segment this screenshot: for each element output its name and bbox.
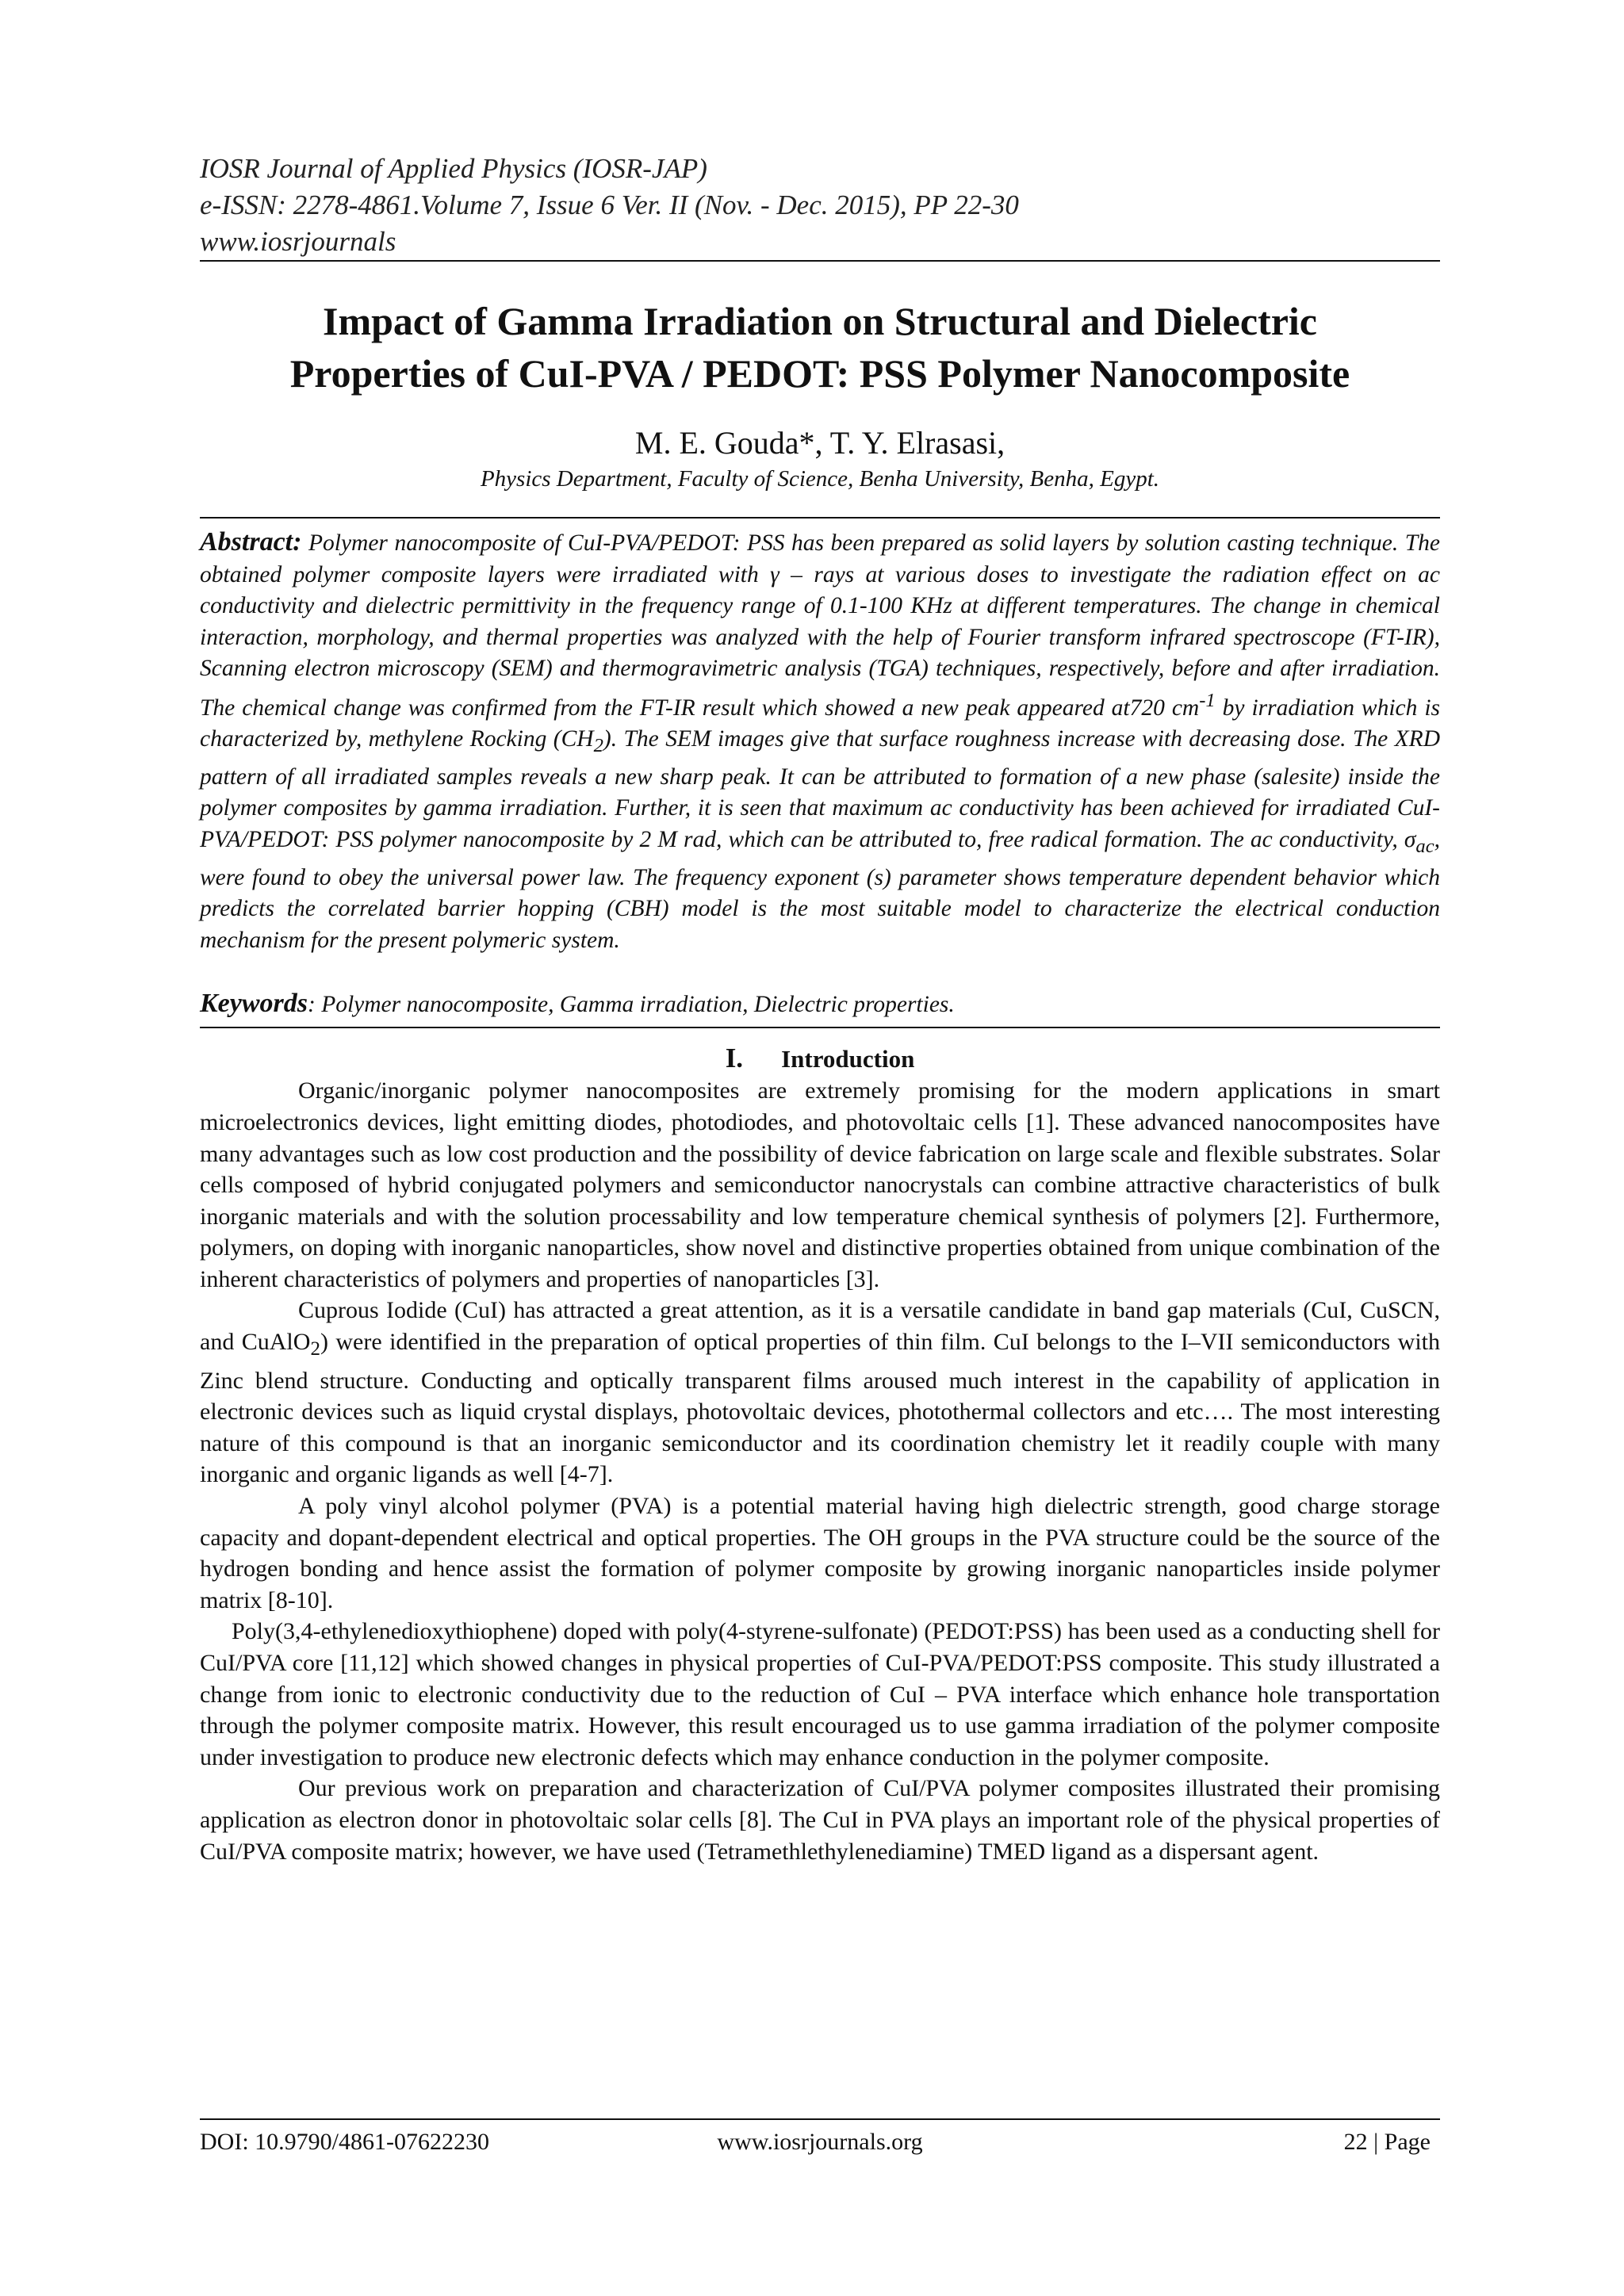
abstract-text: [200, 526, 1440, 956]
abstract-part-4: , were found to obey the universal power law. The frequency exponent (s) parameter shows temperature dependent behavior which predicts the correlated barrier hopping (CBH) model is the most suitable model to characterize the electrical conduction mechanism for the present polymeric system.: [200, 827, 1440, 953]
abstract-sup-1: -1: [1199, 689, 1216, 711]
title-line-1: Impact of Gamma Irradiation on Structural and Dielectric: [322, 299, 1317, 343]
section-title: Introduction: [781, 1045, 915, 1073]
paragraph-2-part-1: Cuprous Iodide (CuI) has attracted a great attention, as it is a versatile candidate in band gap materials (CuI, CuSCN, and CuAlO: [200, 1297, 1440, 1356]
keywords-label: Keywords: [200, 989, 308, 1019]
title-line-2: Properties of CuI-PVA / PEDOT: PSS Polymer Nanocomposite: [289, 351, 1350, 396]
footer-doi: DOI: 10.9790/4861-07622230: [200, 2129, 489, 2155]
abstract-label: Abstract:: [200, 527, 302, 557]
paper-title: [200, 295, 1440, 400]
abstract-sub-2: ac: [1415, 835, 1434, 857]
abstract-part-1: Polymer nanocomposite of CuI-PVA/PEDOT: PSS has been prepared as solid layers by solution casting technique. The obtained polymer composite layers were irradiated with γ – rays at various doses to investigate the radiation effect on ac conductivity and dielectric permittivity in the frequency range of 0.1-100 KHz at different temperatures. The change in chemical interaction, morphology, and thermal properties was analyzed with the help of Fourier transform infrared spectroscope (FT-IR), Scanning electron microscopy (SEM) and thermogravimetric analysis (TGA) techniques, respectively, before and after irradiation. The chemical change was confirmed from the FT-IR result which showed a new peak appeared at720 cm: [200, 530, 1440, 721]
paragraph-4: Poly(3,4-ethylenedioxythiophene) doped with poly(4-styrene-sulfonate) (PEDOT:PSS) has been used as a conducting shell for CuI/PVA core [11,12] which showed changes in physical properties of CuI-PVA/PEDOT:PSS composite. This study illustrated a change from ionic to electronic conductivity due to the reduction of CuI – PVA interface which enhance hole transportation through the polymer composite matrix. However, this result encouraged us to use gamma irradiation of the polymer composite under investigation to produce new electronic defects which may enhance conduction in the polymer composite.: [200, 1618, 1440, 1770]
section-number: I.: [725, 1043, 744, 1074]
authors: M. E. Gouda*, T. Y. Elrasasi,: [634, 425, 1005, 461]
journal-issue: e-ISSN: 2278-4861.Volume 7, Issue 6 Ver. II (Nov. - Dec. 2015), PP 22-30: [200, 189, 1019, 220]
header-rule: [200, 260, 1440, 262]
paragraph-3: A poly vinyl alcohol polymer (PVA) is a potential material having high dielectric strength, good charge storage capacity and dopant-dependent electrical and optical properties. The OH groups in the PVA structure could be the source of the hydrogen bonding and hence assist the formation of polymer composite by growing inorganic nanoparticles inside polymer matrix [8-10].: [200, 1493, 1440, 1613]
paper-page: [200, 151, 1440, 1867]
abstract-part-2: by irradiation which is characterized by, methylene Rocking (CH: [200, 695, 1440, 752]
journal-name: IOSR Journal of Applied Physics (IOSR-JAP): [200, 153, 707, 184]
paragraph-1: Organic/inorganic polymer nanocomposites are extremely promising for the modern applications in smart microelectronics devices, light emitting diodes, photodiodes, and photovoltaic cells [1]. These advanced nanocomposites have many advantages such as low cost production and the possibility of device fabrication on large scale and flexible substrates. Solar cells composed of hybrid conjugated polymers and semiconductor nanocrystals can combine attractive characteristics of bulk inorganic materials and with the solution processability and low temperature chemical synthesis of polymers [2]. Furthermore, polymers, on doping with inorganic nanoparticles, show novel and distinctive properties obtained from unique combination of the inherent characteristics of polymers and properties of nanoparticles [3].: [200, 1077, 1440, 1292]
footer-site: www.iosrjournals.org: [717, 2129, 923, 2155]
page-footer: [200, 2118, 1440, 2158]
paragraph-2-sub: 2: [310, 1338, 320, 1360]
journal-header: [200, 151, 1440, 260]
paragraph-2: [200, 1295, 1440, 1490]
abstract-sub-1: 2: [593, 735, 603, 757]
keywords: [200, 988, 1440, 1028]
affiliation: Physics Department, Faculty of Science, Benha University, Benha, Egypt.: [480, 466, 1160, 492]
keywords-text: : Polymer nanocomposite, Gamma irradiation, Dielectric properties.: [308, 992, 955, 1018]
abstract-section: [200, 517, 1440, 956]
paragraph-2-part-2: ) were identified in the preparation of optical properties of thin film. CuI belongs to the I–VII semiconductors with Zinc blend structure. Conducting and optically transparent films aroused much interest in the capability of application in electronic devices such as liquid crystal displays, photovoltaic devices, photothermal collectors and etc…. The most interesting nature of this compound is that an inorganic semiconductor and its coordination chemistry let it readily couple with many inorganic and organic ligands as well [4-7].: [200, 1329, 1440, 1488]
footer-page-number: 22 | Page: [1343, 2129, 1431, 2155]
abstract-part-3: ). The SEM images give that surface roughness increase with decreasing dose. The XRD pattern of all irradiated samples reveals a new sharp peak. It can be attributed to formation of a new phase (salesite) inside the polymer composites by gamma irradiation. Further, it is seen that maximum ac conductivity has been achieved for irradiated CuI-PVA/PEDOT: PSS polymer nanocomposite by 2 M rad, which can be attributed to, free radical formation. The ac conductivity, σ: [200, 726, 1440, 853]
paragraph-5: Our previous work on preparation and characterization of CuI/PVA polymer composites illustrated their promising application as electron donor in photovoltaic solar cells [8]. The CuI in PVA plays an important role of the physical properties of CuI/PVA composite matrix; however, we have used (Tetramethlethylenediamine) TMED ligand as a dispersant agent.: [200, 1775, 1440, 1865]
journal-url: www.iosrjournals: [200, 226, 396, 257]
section-heading: [200, 1043, 1440, 1075]
